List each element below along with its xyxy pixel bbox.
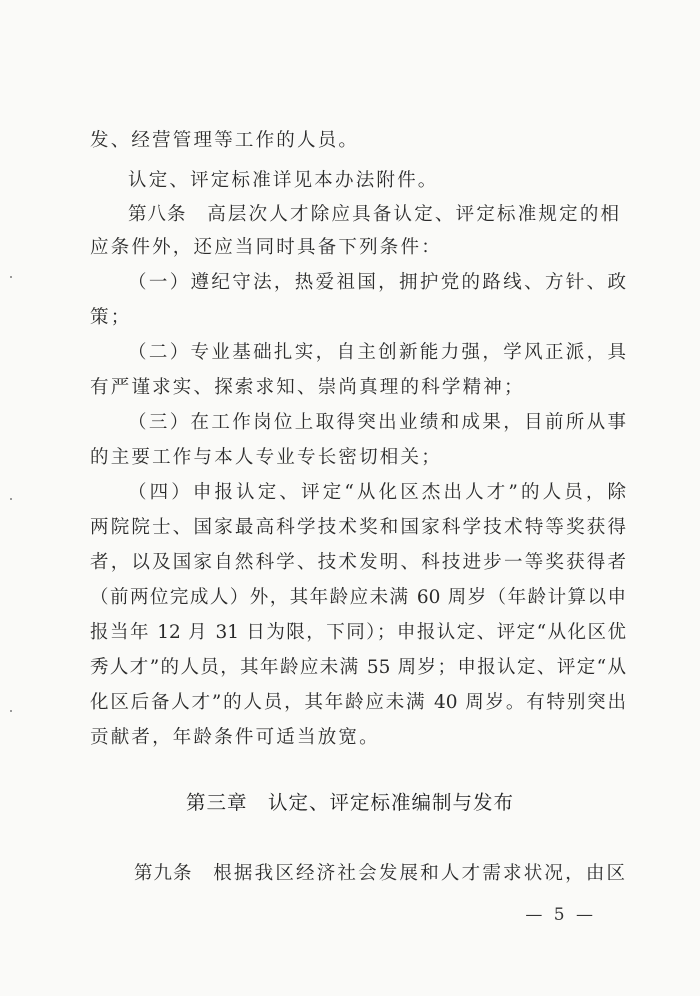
body-line: （三）在工作岗位上取得突出业绩和成果，目前所从事 bbox=[128, 412, 626, 433]
body-line: 报当年 12 月 31 日为限，下同）；申报认定、评定“从化区优 bbox=[90, 622, 626, 643]
scan-edge-mark bbox=[10, 710, 12, 712]
article-9-label: 第九条 bbox=[134, 863, 193, 884]
body-line: （一）遵纪守法，热爱祖国，拥护党的路线、方针、政 bbox=[128, 272, 626, 293]
body-line: （前两位完成人）外，其年龄应未满 60 周岁（年龄计算以申 bbox=[90, 587, 626, 608]
body-line: 策； bbox=[90, 307, 132, 328]
scan-edge-mark bbox=[10, 498, 12, 500]
chapter-heading: 第三章 认定、评定标准编制与发布 bbox=[185, 791, 514, 814]
article-9-text: 根据我区经济社会发展和人才需求状况，由区 bbox=[213, 863, 628, 884]
body-line: 的主要工作与本人专业专长密切相关； bbox=[90, 447, 442, 468]
body-line: 秀人才”的人员，其年龄应未满 55 周岁；申报认定、评定“从 bbox=[90, 657, 626, 678]
body-line: 发、经营管理等工作的人员。 bbox=[90, 130, 360, 151]
body-line: 应条件外，还应当同时具备下列条件： bbox=[90, 237, 442, 258]
article-8-label: 第八条 bbox=[128, 204, 187, 225]
article-9-line bbox=[134, 862, 626, 886]
body-line: 化区后备人才”的人员，其年龄应未满 40 周岁。有特别突出 bbox=[90, 692, 626, 713]
body-line: 有严谨求实、探索求知、崇尚真理的科学精神； bbox=[90, 377, 525, 398]
body-line: （四）申报认定、评定“从化区杰出人才”的人员，除 bbox=[128, 482, 626, 503]
body-line: 两院院士、国家最高科学技术奖和国家科学技术特等奖获得 bbox=[90, 517, 626, 538]
body-line: 贡献者，年龄条件可适当放宽。 bbox=[90, 727, 380, 748]
article-8-text: 高层次人才除应具备认定、评定标准规定的相 bbox=[207, 204, 622, 225]
body-line: （二）专业基础扎实，自主创新能力强，学风正派，具 bbox=[128, 342, 626, 363]
body-line: 者，以及国家自然科学、技术发明、科技进步一等奖获得者 bbox=[90, 552, 626, 573]
page-number: — 5 — bbox=[525, 905, 596, 925]
body-line: 认定、评定标准详见本办法附件。 bbox=[128, 170, 439, 191]
article-8-line bbox=[128, 203, 626, 227]
scan-edge-mark bbox=[10, 276, 12, 278]
